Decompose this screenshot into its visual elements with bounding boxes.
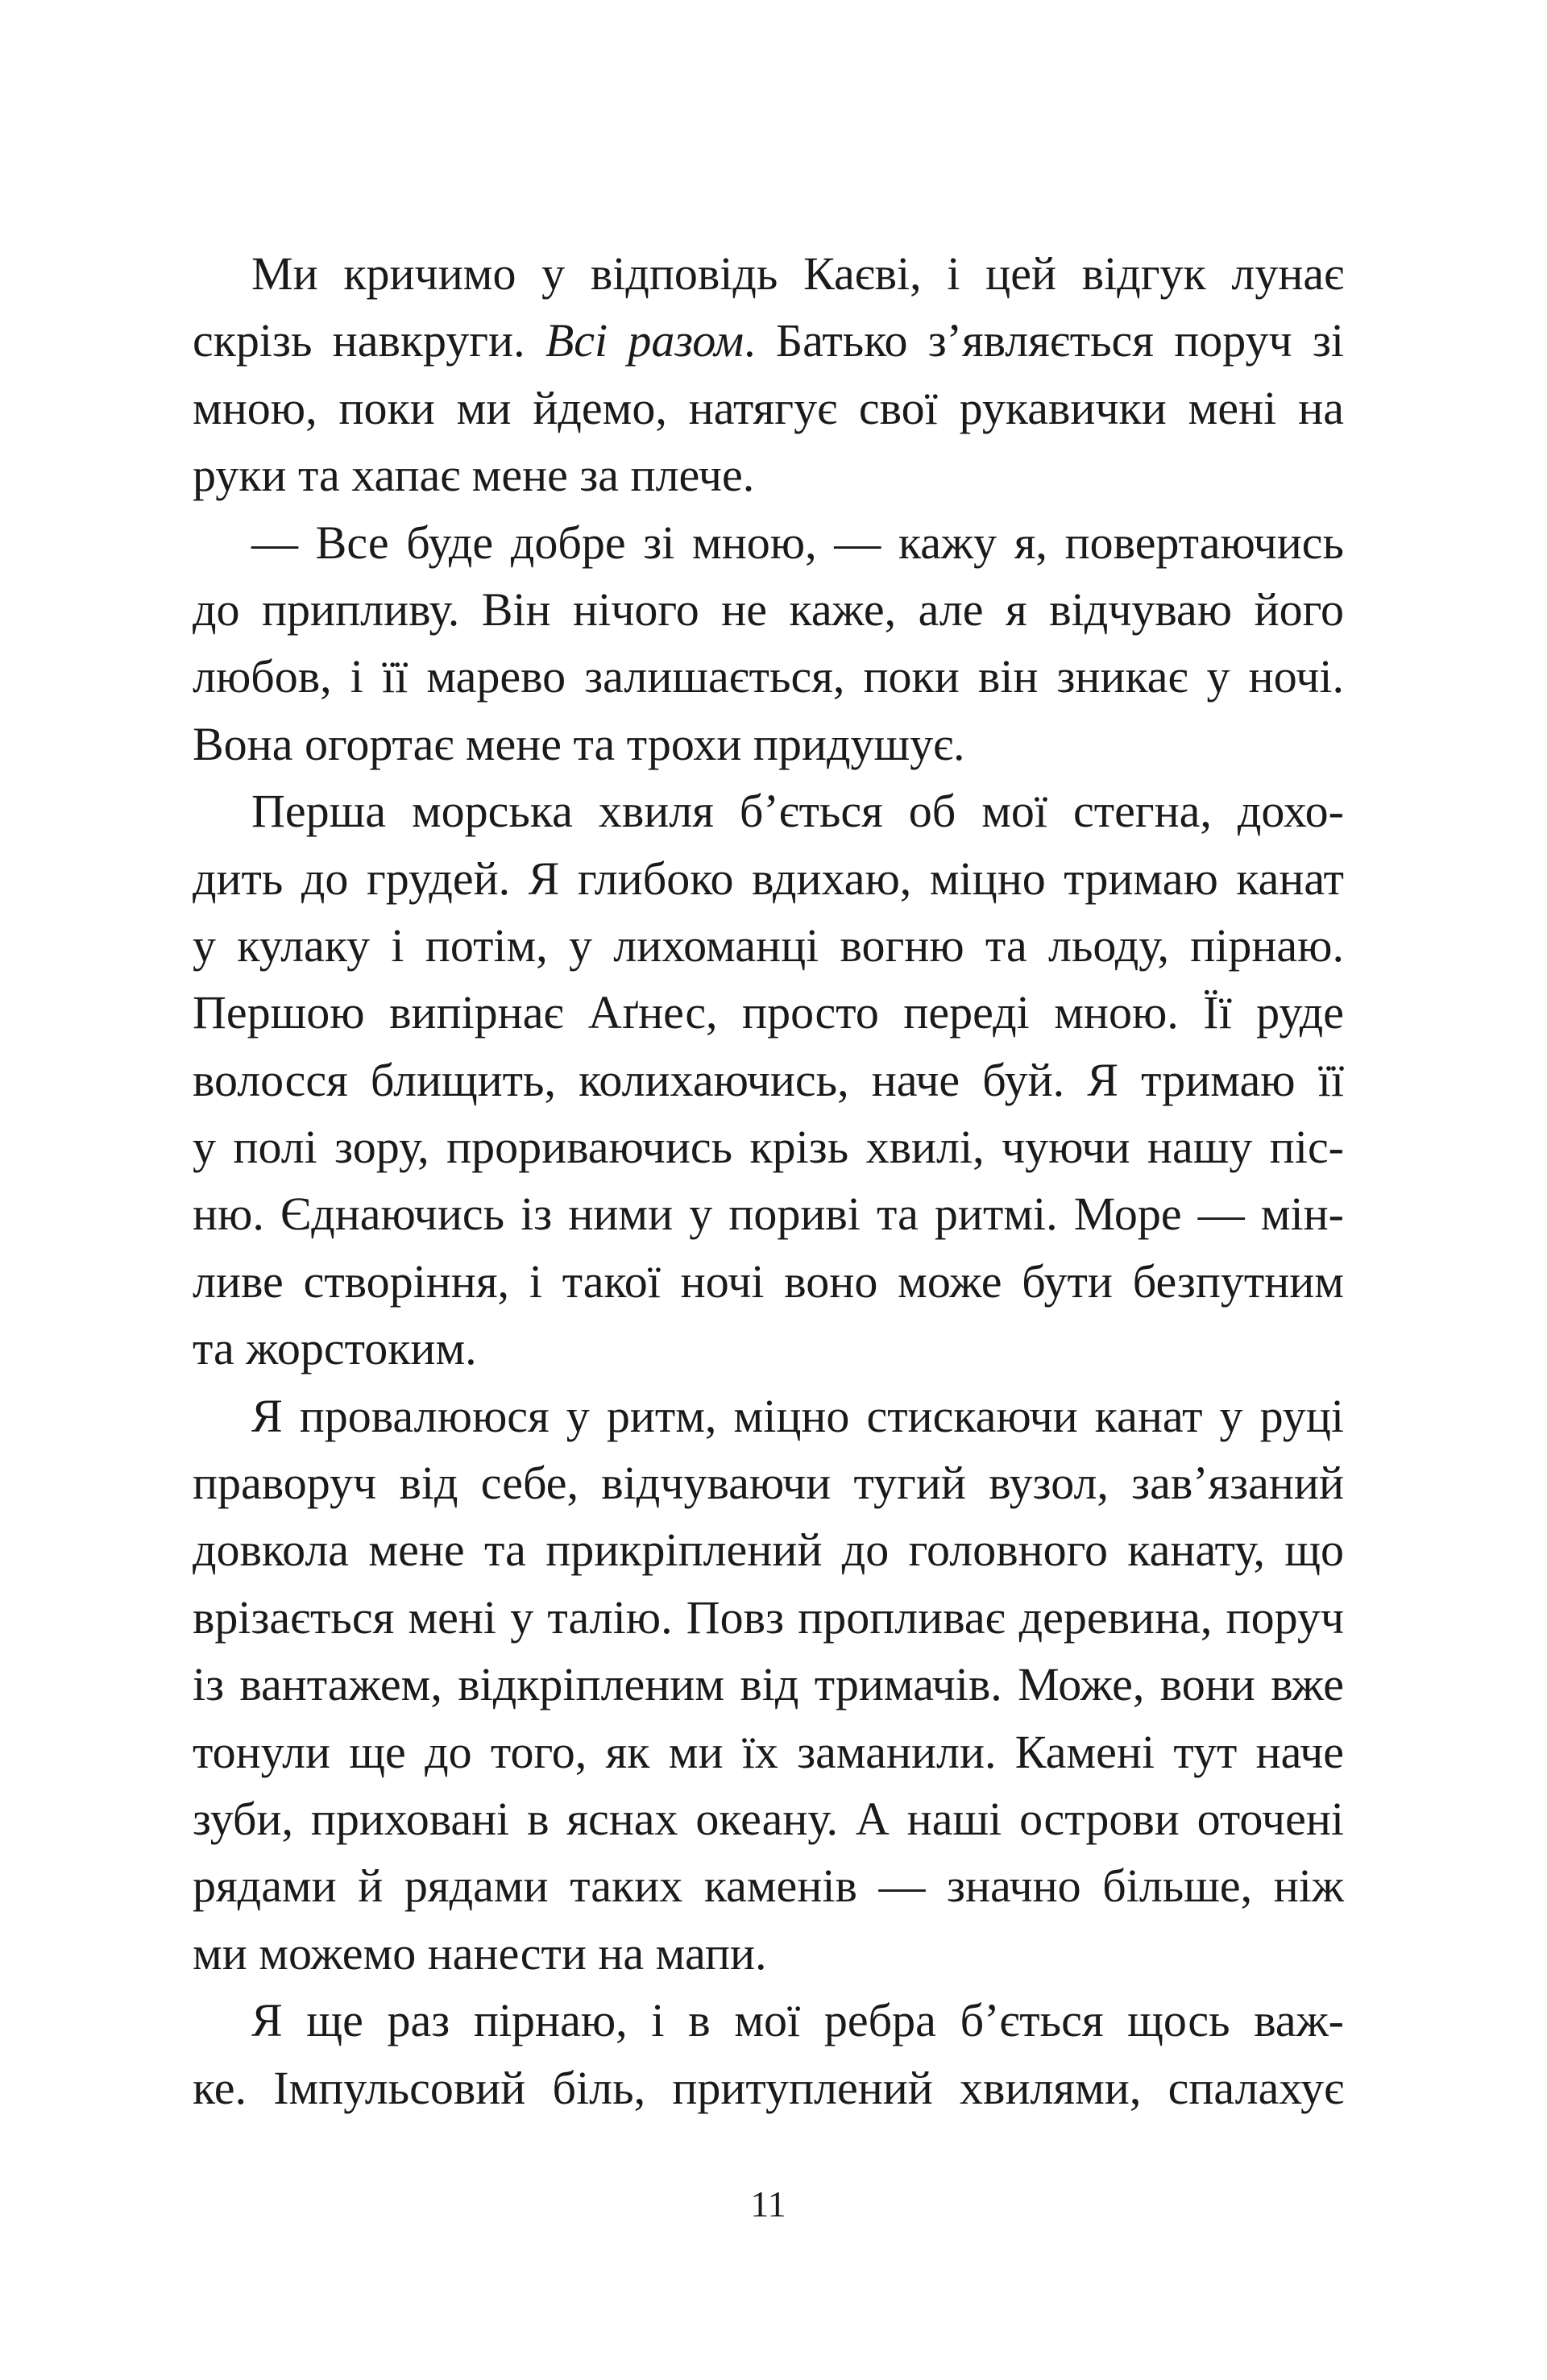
text-segment: . Батько з’являється поруч зі — [744, 314, 1344, 367]
text-segment: любов, і її марево залишається, поки він зникає у ночі. — [193, 650, 1344, 703]
text-segment: ливе створіння, і такої ночі воно може бути безпутним — [193, 1254, 1344, 1308]
text-segment: руки та хапає мене за плече. — [193, 449, 755, 502]
text-segment: Першою випірнає Аґнес, просто переді мною. Її руде — [193, 986, 1344, 1039]
text-line — [193, 912, 1344, 979]
text-segment: Ми кричимо у відповідь Каєві, і цей відгук лунає — [251, 247, 1344, 300]
paragraph — [193, 777, 1344, 1383]
text-line — [193, 1449, 1344, 1516]
text-line — [193, 777, 1344, 844]
text-line — [193, 1651, 1344, 1718]
text-line — [193, 1180, 1344, 1247]
text-line — [193, 711, 1344, 777]
text-line — [193, 1920, 1344, 1987]
text-segment: у кулаку і потім, у лихоманці вогню та льоду, пірнаю. — [193, 918, 1344, 972]
text-segment: у полі зору, прориваючись крізь хвилі, чуючи нашу піс- — [193, 1121, 1344, 1174]
text-segment: із вантажем, відкріпленим від тримачів. Може, вони вже — [193, 1658, 1344, 1711]
text-segment: Вона огортає мене та трохи придушує. — [193, 717, 965, 770]
text-line — [193, 1719, 1344, 1785]
text-segment: праворуч від себе, відчуваючи тугий вузол, зав’язаний — [193, 1457, 1344, 1510]
text-segment: Перша морська хвиля б’ється об мої стегна, дохо- — [251, 785, 1344, 838]
text-segment: Я ще раз пірнаю, і в мої ребра б’ється щось важ- — [251, 1994, 1344, 2047]
text-line — [193, 1852, 1344, 1919]
text-segment: ми можемо нанести на мапи. — [193, 1926, 767, 1980]
text-segment: ню. Єднаючись із ними у пориві та ритмі. Море — мін- — [193, 1188, 1344, 1241]
text-segment: волосся блищить, колихаючись, наче буй. Я тримаю її — [193, 1053, 1344, 1106]
paragraph — [193, 240, 1344, 509]
text-segment: скрізь навкруги. — [193, 314, 545, 367]
text-segment: — Все буде добре зі мною, — кажу я, повертаючись — [251, 516, 1344, 569]
text-line — [193, 1047, 1344, 1113]
text-segment: Я провалююся у ритм, міцно стискаючи канат у руці — [251, 1389, 1344, 1442]
text-segment: тонули ще до того, як ми їх заманили. Камені тут наче — [193, 1725, 1344, 1778]
text-line — [193, 845, 1344, 912]
text-line — [193, 1315, 1344, 1382]
text-segment: рядами й рядами таких каменів — значно більше, ніж — [193, 1860, 1344, 1913]
text-line — [193, 1248, 1344, 1315]
text-line — [193, 375, 1344, 442]
text-line — [193, 442, 1344, 508]
text-line — [193, 240, 1344, 307]
text-segment: дить до грудей. Я глибоко вдихаю, міцно тримаю канат — [193, 852, 1344, 905]
italic-text: Всі разом — [545, 314, 744, 367]
text-line — [193, 307, 1344, 374]
body-text — [193, 240, 1344, 2121]
text-line — [193, 1516, 1344, 1583]
text-segment: врізається мені у талію. Повз пропливає деревина, поруч — [193, 1590, 1344, 1644]
text-line — [193, 1113, 1344, 1180]
text-segment: ке. Імпульсовий біль, притуплений хвилями, спалахує — [193, 2061, 1344, 2114]
paragraph — [193, 509, 1344, 778]
text-line — [193, 509, 1344, 576]
text-line — [193, 2055, 1344, 2121]
text-segment: до припливу. Він нічого не каже, але я відчуваю його — [193, 583, 1344, 636]
text-segment: та жорстоким. — [193, 1322, 477, 1375]
text-segment: довкола мене та прикріплений до головного канату, що — [193, 1524, 1344, 1577]
text-segment: зуби, приховані в яснах океану. А наші острови оточені — [193, 1792, 1344, 1845]
text-line — [193, 1987, 1344, 2054]
text-line — [193, 1785, 1344, 1852]
text-line — [193, 1383, 1344, 1449]
page-number: 11 — [750, 2183, 786, 2225]
text-line — [193, 643, 1344, 710]
text-line — [193, 1584, 1344, 1651]
paragraph — [193, 1383, 1344, 1988]
text-segment: мною, поки ми йдемо, натягує свої рукавички мені на — [193, 381, 1344, 434]
text-line — [193, 576, 1344, 643]
text-line — [193, 979, 1344, 1046]
paragraph — [193, 1987, 1344, 2121]
